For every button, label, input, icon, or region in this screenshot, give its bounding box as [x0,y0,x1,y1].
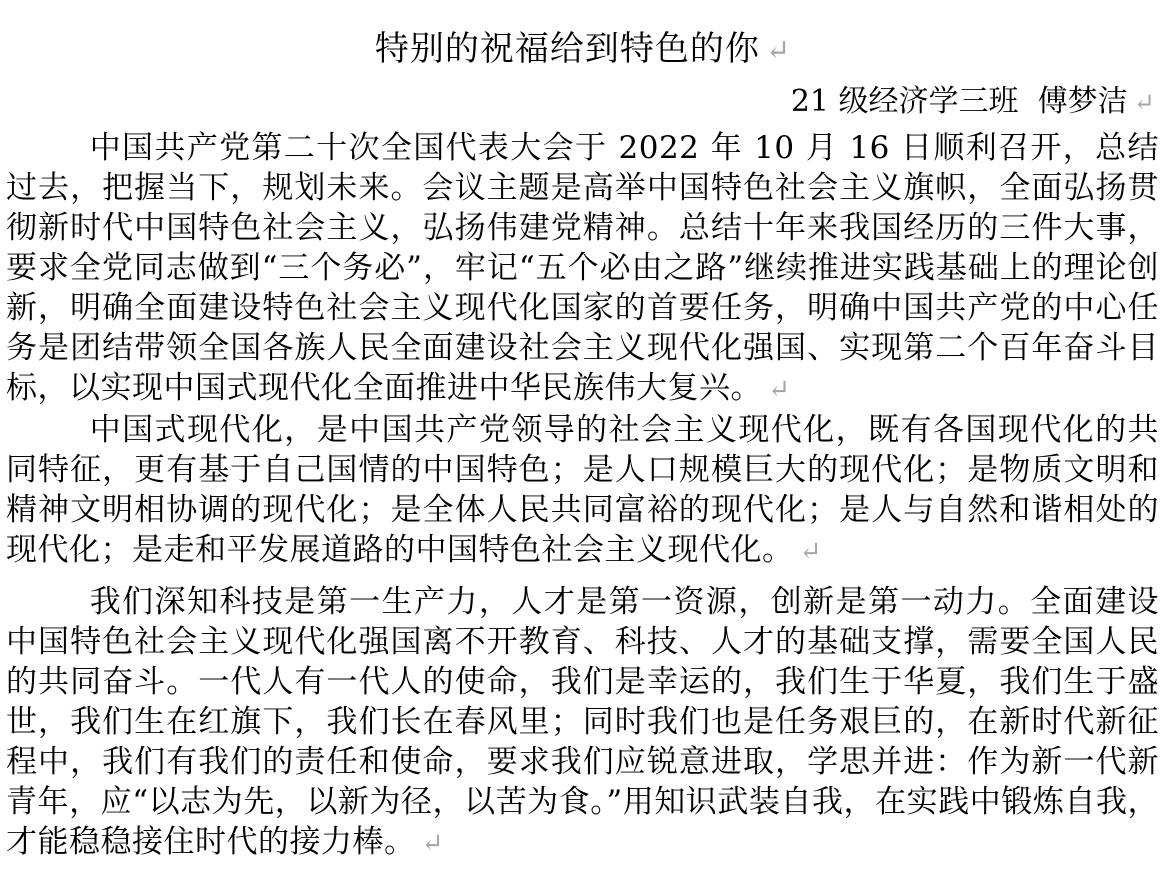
document-title-text: 特别的祝福给到特色的你 [374,29,760,69]
body-paragraph-text: 中国共产党第二十次全国代表大会于 2022 年 10 月 16 日顺利召开，总结过去，把握当下，规划未来。会议主题是高举中国特色社会主义旗帜，全面弘扬贯彻新时代中国特色社会主义，弘扬伟建党精神。总结十年来我国经历的三件大事，要求全党同志做到“三个务必”，牢记“五个必由之路”继续推进实践基础上的理论创新，明确全面建设特色社会主义现代化国家的首要任务，明确中国共产党的中心任务是团结带领全国各族人民全面建设社会主义现代化强国、实现第二个百年奋斗目标，以实现中国式现代化全面推进中华民族伟大复兴。 [6,130,1159,406]
paragraph-mark-icon: ↵ [421,829,444,859]
paragraph-mark-icon: ↵ [799,537,822,567]
body-paragraph-text: 中国式现代化，是中国共产党领导的社会主义现代化，既有各国现代化的共同特征，更有基于自己国情的中国特色；是人口规模巨大的现代化；是物质文明和精神文明相协调的现代化；是全体人民共同富裕的现代化；是人与自然和谐相处的现代化；是走和平发展道路的中国特色社会主义现代化。 [6,412,1159,568]
byline [6,77,1155,128]
document-body [6,128,1159,864]
byline-text: 21 级经济学三班 傅梦洁 [790,84,1128,119]
body-paragraph [6,582,1159,864]
paragraph-mark-icon: ↵ [768,375,791,405]
body-paragraph [6,410,1159,572]
body-paragraph-text: 我们深知科技是第一生产力，人才是第一资源，创新是第一动力。全面建设中国特色社会主义现代化强国离不开教育、科技、人才的基础支撑，需要全国人民的共同奋斗。一代人有一代人的使命，我们是幸运的，我们生于华夏，我们生于盛世，我们生在红旗下，我们长在春风里；同时我们也是任务艰巨的，在新时代新征程中，我们有我们的责任和使命，要求我们应锐意进取，学思并进：作为新一代新青年，应“以志为先，以新为径，以苦为食。”用知识武装自我，在实践中锻炼自我，才能稳稳接住时代的接力棒。 [6,584,1159,860]
paragraph-mark-icon: ↵ [1133,88,1155,118]
body-paragraph [6,128,1159,410]
paragraph-mark-icon: ↵ [765,33,791,67]
document-title [6,22,1159,77]
